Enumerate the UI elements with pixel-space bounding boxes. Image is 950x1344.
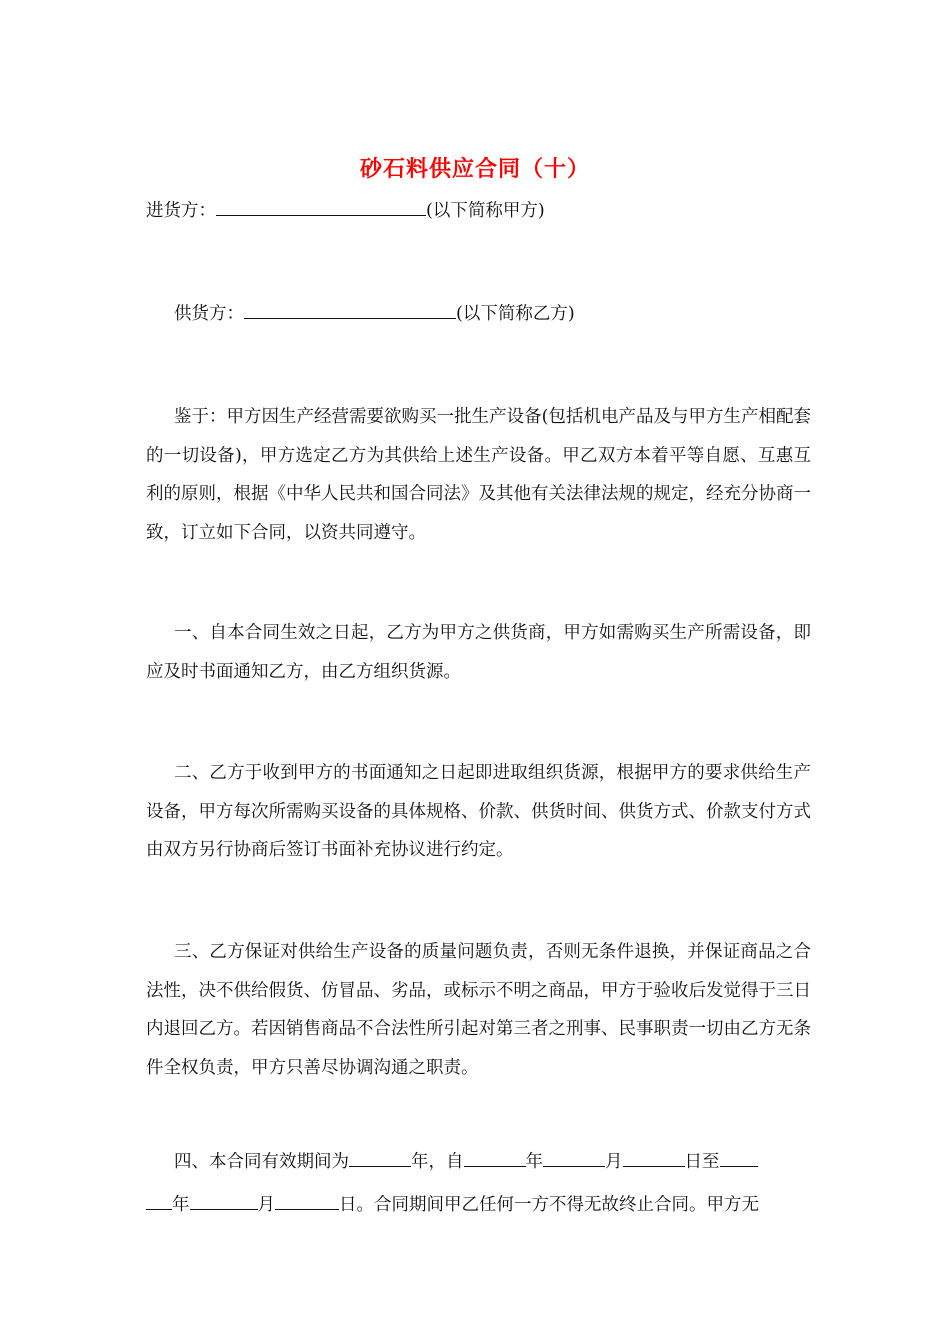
term-years-blank bbox=[349, 1151, 411, 1167]
start-month-blank bbox=[543, 1151, 605, 1167]
clause-4-year-3: 年 bbox=[172, 1195, 190, 1215]
seller-line bbox=[174, 302, 575, 326]
end-day-blank bbox=[275, 1194, 339, 1210]
clause-4-month: 月 bbox=[605, 1152, 623, 1172]
clause-4-line-1 bbox=[174, 1150, 758, 1174]
buyer-blank bbox=[216, 200, 426, 216]
end-month-blank bbox=[190, 1194, 258, 1210]
clause-4-day-to: 日至 bbox=[684, 1152, 720, 1172]
start-day-blank bbox=[623, 1151, 685, 1167]
seller-blank bbox=[244, 303, 456, 319]
buyer-line bbox=[146, 199, 545, 223]
clause-4-from: ，自 bbox=[428, 1152, 464, 1172]
seller-label: 供货方： bbox=[174, 304, 244, 324]
clause-4-month-2: 月 bbox=[257, 1195, 275, 1215]
clause-2: 二、乙方于收到甲方的书面通知之日起即进取组织货源，根据甲方的要求供给生产设备，甲方每次所需购买设备的具体规格、价款、供货时间、供货方式、价款支付方式由双方另行协商后签订书面补充协议进行约定。 bbox=[146, 763, 811, 860]
clause-4-year: 年 bbox=[411, 1152, 429, 1172]
end-year-blank-part-1 bbox=[720, 1151, 758, 1167]
preamble-paragraph: 鉴于：甲方因生产经营需要欲购买一批生产设备(包括机电产品及与甲方生产相配套的一切设备)，甲方选定乙方为其供给上述生产设备。甲乙双方本着平等自愿、互惠互利的原则，根据《中华人民共和国合同法》及其他有关法律法规的规定，经充分协商一致，订立如下合同，以资共同遵守。 bbox=[146, 407, 811, 543]
clause-4-day: 日 bbox=[339, 1195, 357, 1215]
buyer-suffix: (以下简称甲方) bbox=[426, 201, 545, 221]
clause-4-year-2: 年 bbox=[525, 1152, 543, 1172]
clause-1: 一、自本合同生效之日起，乙方为甲方之供货商，甲方如需购买生产所需设备，即应及时书面通知乙方，由乙方组织货源。 bbox=[146, 623, 811, 682]
clause-4-line-2 bbox=[146, 1193, 759, 1217]
start-year-blank bbox=[464, 1151, 526, 1167]
seller-suffix: (以下简称乙方) bbox=[456, 304, 575, 324]
end-year-blank-part-2 bbox=[146, 1194, 172, 1210]
clause-4-suffix: 。合同期间甲乙任何一方不得无故终止合同。甲方无 bbox=[356, 1195, 759, 1215]
document-title: 砂石料供应合同（十） bbox=[359, 156, 590, 182]
clause-4-prefix: 四、本合同有效期间为 bbox=[174, 1152, 349, 1172]
clause-3: 三、乙方保证对供给生产设备的质量问题负责，否则无条件退换，并保证商品之合法性，决不供给假货、仿冒品、劣品，或标示不明之商品，甲方于验收后发觉得于三日内退回乙方。若因销售商品不合法性所引起对第三者之刑事、民事职责一切由乙方无条件全权负责，甲方只善尽协调沟通之职责。 bbox=[146, 942, 811, 1078]
buyer-label: 进货方： bbox=[146, 201, 216, 221]
